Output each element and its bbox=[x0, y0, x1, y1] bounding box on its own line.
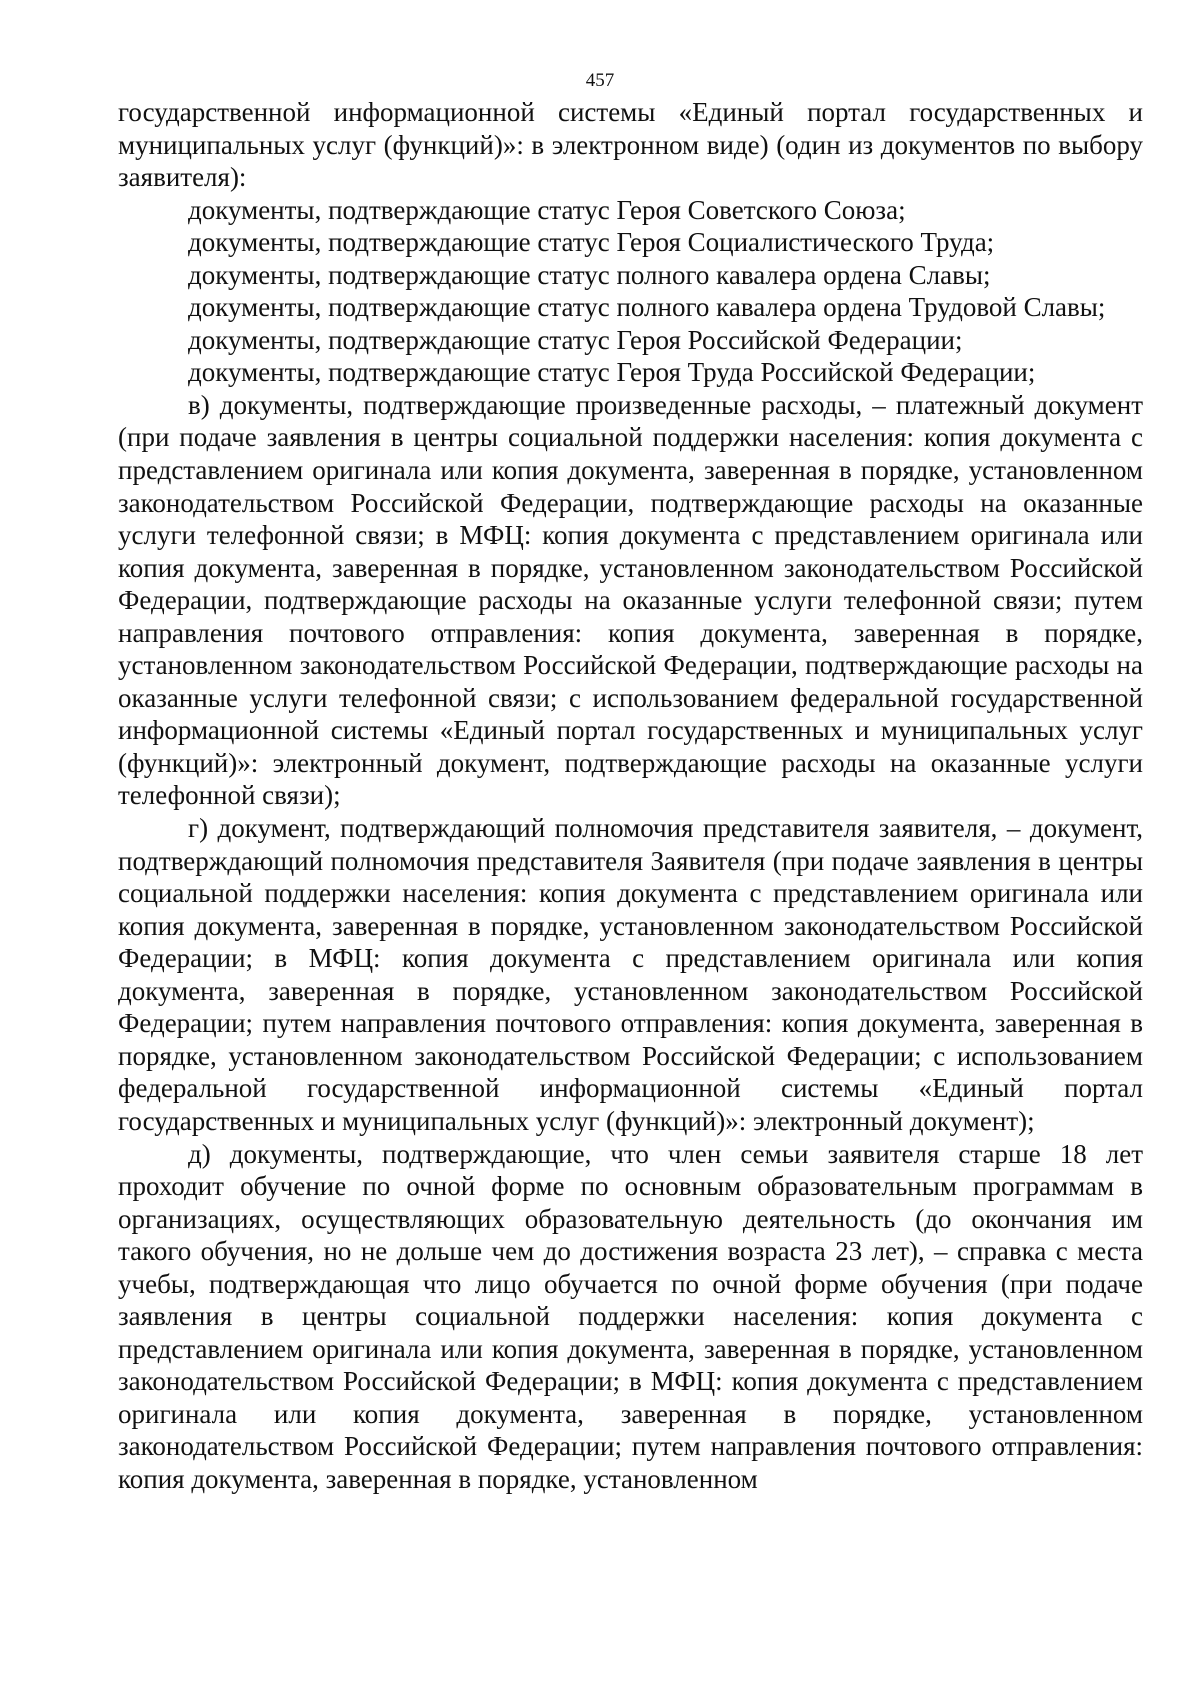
list-item-order-of-labour-glory: документы, подтверждающие статус полного кавалера ордена Трудовой Славы; bbox=[188, 292, 1106, 323]
paragraph-continuation: государственной информационной системы «Единый портал государственных и муниципальных услуг (функций)»: в электронном виде) (один из документов по выбору заявителя): bbox=[118, 97, 1143, 193]
list-item-hero-russian-federation: документы, подтверждающие статус Героя Российской Федерации; bbox=[188, 324, 963, 355]
paragraph-item-g-representative: г) документ, подтверждающий полномочия представителя заявителя, – документ, подтверждающий полномочия представителя Заявителя (при подаче заявления в центры социальной поддержки населения: копия документа с представлением оригинала или копия документа, заверенная в порядке, установленном законодательством Российской Федерации; в МФЦ: копия документа с представлением оригинала или копия документа, заверенная в порядке, установленном законодательством Российской Федерации; путем направления почтового отправления: копия документа, заверенная в порядке, установленном законодательством Российской Федерации; с использованием федеральной государственной информационной системы «Единый портал государственных и муниципальных услуг (функций)»: электронный документ); bbox=[118, 813, 1143, 1136]
list-item-hero-socialist-labour: документы, подтверждающие статус Героя Социалистического Труда; bbox=[188, 227, 995, 258]
paragraph-item-d-education: д) документы, подтверждающие, что член семьи заявителя старше 18 лет проходит обучение по очной форме по основным образовательным программам в организациях, осуществляющих образовательную деятельность (до окончания им такого обучения, но не дольше чем до достижения возраста 23 лет), – справка с места учебы, подтверждающая что лицо обучается по очной форме обучения (при подаче заявления в центры социальной поддержки населения: копия документа с представлением оригинала или копия документа, заверенная в порядке, установленном законодательством Российской Федерации; в МФЦ: копия документа с представлением оригинала или копия документа, заверенная в порядке, установленном законодательством Российской Федерации; путем направления почтового отправления: копия документа, заверенная в порядке, установленном bbox=[118, 1138, 1143, 1494]
list-item-order-of-glory: документы, подтверждающие статус полного кавалера ордена Славы; bbox=[188, 259, 991, 290]
page-number: 457 bbox=[585, 70, 615, 91]
document-body bbox=[118, 96, 1143, 1496]
paragraph-item-v-expenses: в) документы, подтверждающие произведенные расходы, – платежный документ (при подаче заявления в центры социальной поддержки населения: копия документа с представлением оригинала или копия документа, заверенная в порядке, установленном законодательством Российской Федерации, подтверждающие расходы на оказанные услуги телефонной связи; в МФЦ: копия документа с представлением оригинала или копия документа, заверенная в порядке, установленном законодательством Российской Федерации, подтверждающие расходы на оказанные услуги телефонной связи; путем направления почтового отправления: копия документа, заверенная в порядке, установленном законодательством Российской Федерации, подтверждающие расходы на оказанные услуги телефонной связи; с использованием федеральной государственной информационной системы «Единый портал государственных и муниципальных услуг (функций)»: электронный документ, подтверждающие расходы на оказанные услуги телефонной связи); bbox=[118, 389, 1143, 811]
list-item-hero-soviet-union: документы, подтверждающие статус Героя Советского Союза; bbox=[188, 194, 906, 225]
list-item-hero-of-labour: документы, подтверждающие статус Героя Труда Российской Федерации; bbox=[188, 357, 1036, 388]
